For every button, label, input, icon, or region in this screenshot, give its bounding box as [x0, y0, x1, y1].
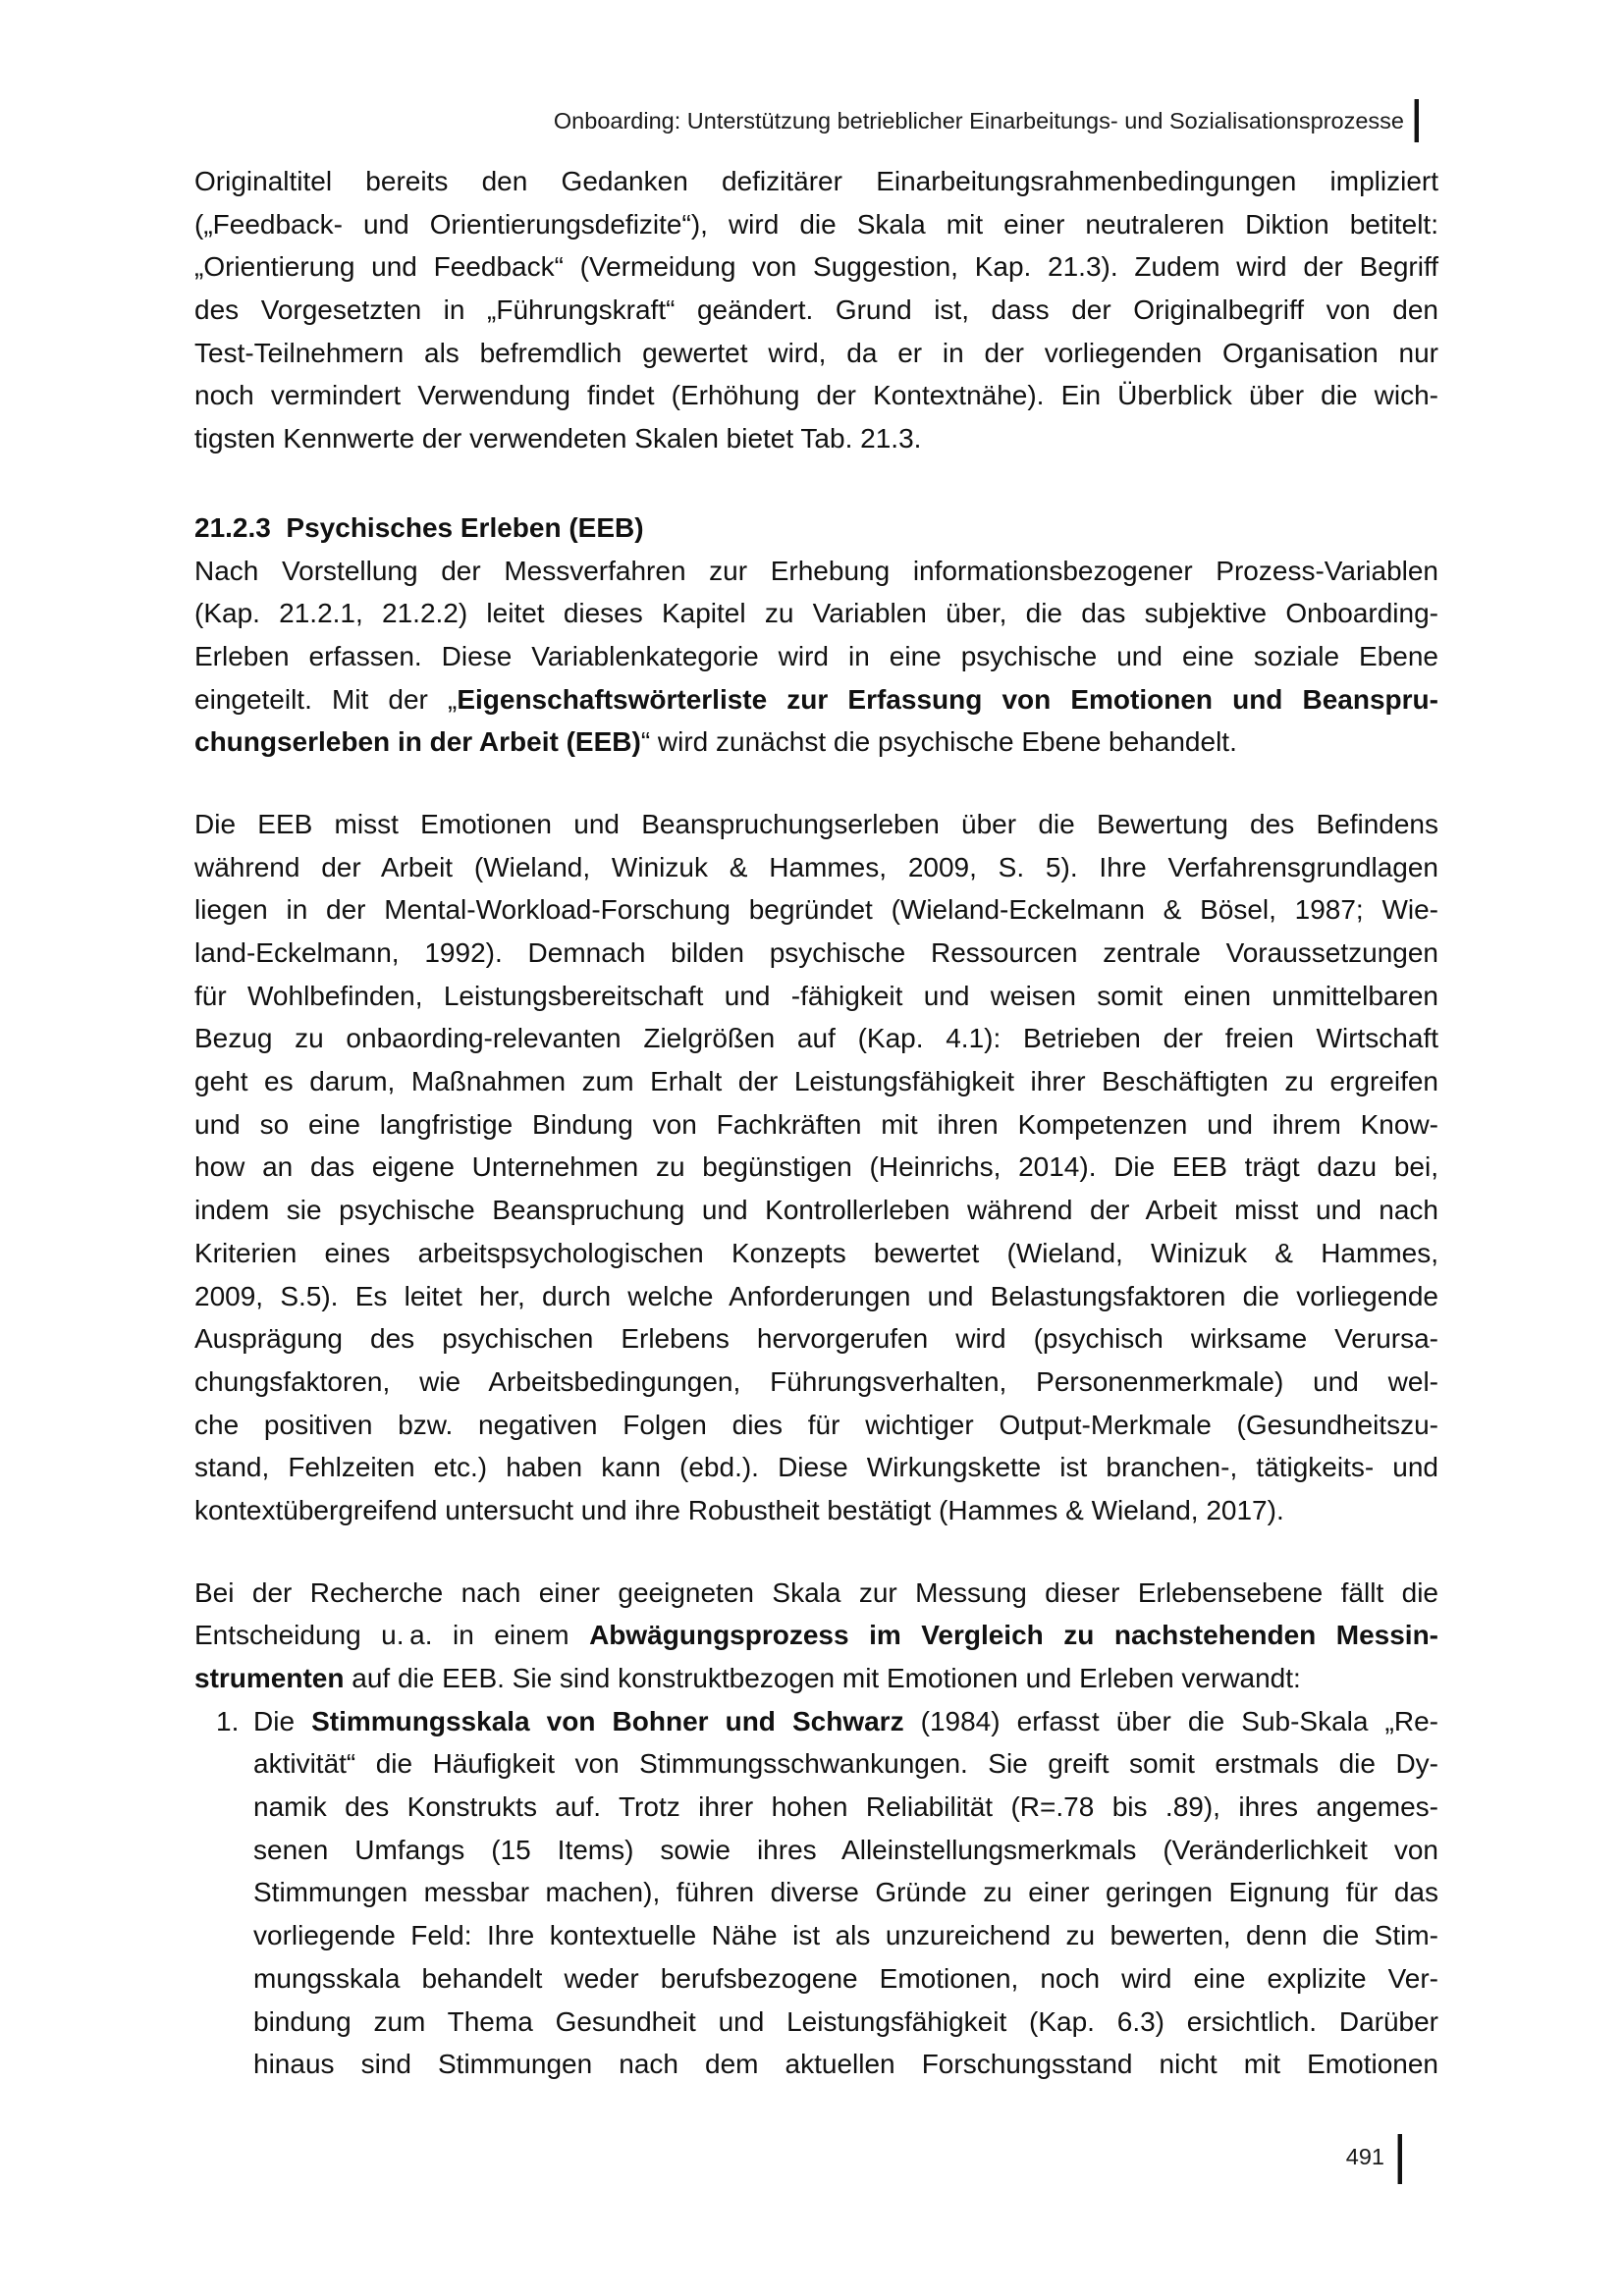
text-run: mungsskala behandelt weder berufsbezogene Emotionen, noch wird eine explizite Ver- [253, 1962, 1438, 1994]
text-run: Stimmungen messbar machen), führen diverse Gründe zu einer geringen Eignung für das [253, 1877, 1438, 1908]
text-line [194, 1103, 1438, 1147]
text-run: land-Eckelmann, 1992). Demnach bilden psychische Ressourcen zentrale Voraussetzungen [194, 937, 1438, 968]
running-header: Onboarding: Unterstützung betrieblicher Einarbeitungs- und Sozialisationsprozesse [553, 108, 1404, 133]
text-line [194, 374, 1438, 417]
text-run: Entscheidung u. a. in einem [194, 1620, 590, 1651]
header-rule [1414, 99, 1419, 142]
section-heading-block [194, 507, 1438, 550]
measure-list [194, 1700, 1438, 2086]
bold-text: strumenten [194, 1663, 345, 1693]
text-run: („Feedback- und Orientierungsdefizite“), wird die Skala mit einer neutraleren Diktion betitelt: [194, 208, 1438, 240]
text-run: tigsten Kennwerte der verwendeten Skalen bietet Tab. 21.3. [194, 423, 922, 454]
text-line [194, 160, 1438, 203]
text-line [194, 1446, 1438, 1489]
text-run: noch vermindert Verwendung findet (Erhöhung der Kontextnähe). Ein Überblick über die wich- [194, 380, 1438, 411]
text-line [194, 975, 1438, 1018]
text-run: Originaltitel bereits den Gedanken defizitärer Einarbeitungsrahmenbedingungen impliziert [194, 166, 1438, 196]
text-run: vorliegende Feld: Ihre kontextuelle Nähe ist als unzureichend zu bewerten, denn die Stim- [253, 1920, 1438, 1951]
list-item-stimmungsskala [194, 1700, 1438, 2086]
text-run: geht es darum, Maßnahmen zum Erhalt der Leistungsfähigkeit ihrer Beschäftigten zu ergreifen [194, 1066, 1438, 1097]
bold-text: chungserleben in der Arbeit (EEB) [194, 726, 641, 758]
text-run: Die EEB misst Emotionen und Beanspruchungserleben über die Bewertung des Befindens [194, 808, 1438, 839]
text-run: Bei der Recherche nach einer geeigneten Skala zur Messung dieser Erlebensebene fällt die [194, 1576, 1438, 1608]
text-line [253, 1871, 1438, 1914]
list-number: 1. [216, 1705, 240, 1736]
text-line [253, 1914, 1438, 1957]
text-run: (Kap. 21.2.1, 21.2.2) leitet dieses Kapitel zu Variablen über, die das subjektive Onboarding- [194, 598, 1438, 629]
text-run: auf die EEB. Sie sind konstruktbezogen mit Emotionen und Erleben verwandt: [344, 1663, 1301, 1693]
paragraph-section-intro [194, 550, 1438, 764]
text-line [194, 1275, 1438, 1318]
text-run: bindung zum Thema Gesundheit und Leistungsfähigkeit (Kap. 6.3) ersichtlich. Darüber [253, 2005, 1438, 2037]
text-line [194, 721, 1438, 764]
text-line [253, 1829, 1438, 1872]
text-run: chungsfaktoren, wie Arbeitsbedingungen, Führungsverhalten, Personenmerkmale) und wel- [194, 1365, 1438, 1397]
text-line [253, 1957, 1438, 2001]
text-run: namik des Konstrukts auf. Trotz ihrer hohen Reliabilität (R=.78 bis .89), ihres angemes- [253, 1791, 1438, 1823]
text-line [194, 203, 1438, 246]
text-run: eingeteilt. Mit der „ [194, 683, 458, 715]
text-run: und so eine langfristige Bindung von Fachkräften mit ihren Kompetenzen und ihrem Know- [194, 1108, 1438, 1140]
text-line [194, 1146, 1438, 1189]
text-line [253, 1786, 1438, 1829]
text-line [194, 245, 1438, 289]
text-line [194, 635, 1438, 678]
text-run: Test-Teilnehmern als befremdlich gewertet wird, da er in der vorliegenden Organisation nur [194, 337, 1438, 368]
page-number: 491 [1345, 2144, 1384, 2169]
text-line [194, 678, 1438, 721]
text-line [194, 1489, 1438, 1532]
text-line [253, 1700, 1438, 1743]
text-line [194, 846, 1438, 889]
text-line [194, 1060, 1438, 1103]
text-run: senen Umfangs (15 Items) sowie ihres Alleinstellungsmerkmals (Veränderlichkeit von [253, 1834, 1438, 1865]
text-line [194, 550, 1438, 593]
text-run: indem sie psychische Beanspruchung und Kontrollerleben während der Arbeit misst und nach [194, 1195, 1438, 1226]
text-run: 2009, S.5). Es leitet her, durch welche Anforderungen und Belastungsfaktoren die vorliegende [194, 1280, 1438, 1311]
text-line [194, 1361, 1438, 1404]
text-run: che positiven bzw. negativen Folgen dies für wichtiger Output-Merkmale (Gesundheitszu- [194, 1409, 1438, 1440]
text-line [194, 1189, 1438, 1232]
text-line [194, 332, 1438, 375]
text-line [194, 1017, 1438, 1060]
section-heading [194, 507, 1438, 550]
bold-text: Stimmungsskala von Bohner und Schwarz [311, 1705, 904, 1736]
text-line [194, 932, 1438, 975]
text-line [194, 1317, 1438, 1361]
text-run: Bezug zu onbaording-relevanten Zielgrößen auf (Kap. 4.1): Betrieben der freien Wirtschaft [194, 1023, 1438, 1054]
page-body [194, 160, 1438, 2086]
bold-text: Eigenschaftswörterliste zur Erfassung von Emotionen und Beanspru- [457, 683, 1438, 715]
text-run: Nach Vorstellung der Messverfahren zur Erhebung informationsbezogener Prozess-Variablen [194, 555, 1438, 586]
text-line [253, 1742, 1438, 1786]
text-run: des Vorgesetzten in „Führungskraft“ geändert. Grund ist, dass der Originalbegriff von den [194, 294, 1438, 326]
text-run: hinaus sind Stimmungen nach dem aktuellen Forschungsstand nicht mit Emotionen [253, 2049, 1438, 2080]
text-line [194, 888, 1438, 932]
text-run: Ausprägung des psychischen Erlebens hervorgerufen wird (psychisch wirksame Verursa- [194, 1323, 1438, 1355]
text-run: liegen in der Mental-Workload-Forschung begründet (Wieland-Eckelmann & Bösel, 1987; Wie- [194, 894, 1438, 926]
text-run: aktivität“ die Häufigkeit von Stimmungsschwankungen. Sie greift somit erstmals die Dy- [253, 1748, 1438, 1780]
text-run: kontextübergreifend untersucht und ihre Robustheit bestätigt (Hammes & Wieland, 2017). [194, 1494, 1284, 1525]
text-line [194, 417, 1438, 460]
text-line [194, 592, 1438, 635]
text-run: Erleben erfassen. Diese Variablenkategorie wird in eine psychische und eine soziale Ebene [194, 640, 1438, 671]
text-line [194, 803, 1438, 846]
text-line [253, 2001, 1438, 2044]
text-run: Die [253, 1705, 312, 1736]
paragraph-research [194, 1572, 1438, 1700]
text-line [194, 1657, 1438, 1700]
bold-text: Abwägungsprozess im Vergleich zu nachstehenden Messin- [589, 1620, 1439, 1651]
text-run: für Wohlbefinden, Leistungsbereitschaft und -fähigkeit und weisen somit einen unmittelbaren [194, 980, 1438, 1011]
text-line [194, 289, 1438, 332]
text-run: (1984) erfasst über die Sub-Skala „Re- [903, 1705, 1438, 1736]
text-run: how an das eigene Unternehmen zu begünstigen (Heinrichs, 2014). Die EEB trägt dazu bei, [194, 1151, 1438, 1183]
text-run: Kriterien eines arbeitspsychologischen Konzepts bewertet (Wieland, Winizuk & Hammes, [194, 1237, 1438, 1268]
text-run: „Orientierung und Feedback“ (Vermeidung von Suggestion, Kap. 21.3). Zudem wird der Begriff [194, 251, 1438, 283]
paragraph-intro [194, 160, 1438, 460]
text-line [194, 1572, 1438, 1615]
footer-rule [1397, 2134, 1402, 2184]
section-number: 21.2.3 [194, 511, 271, 543]
section-title: Psychisches Erleben (EEB) [286, 511, 644, 543]
text-line [194, 1404, 1438, 1447]
text-line [253, 2043, 1438, 2086]
text-line [194, 1614, 1438, 1657]
paragraph-eeb-description [194, 803, 1438, 1532]
text-run: stand, Fehlzeiten etc.) haben kann (ebd.). Diese Wirkungskette ist branchen-, tätigkeits- und [194, 1452, 1438, 1483]
text-run: “ wird zunächst die psychische Ebene behandelt. [640, 726, 1237, 758]
text-run: während der Arbeit (Wieland, Winizuk & Hammes, 2009, S. 5). Ihre Verfahrensgrundlagen [194, 851, 1438, 882]
text-line [194, 1232, 1438, 1275]
list-item-text [253, 1700, 1438, 2086]
